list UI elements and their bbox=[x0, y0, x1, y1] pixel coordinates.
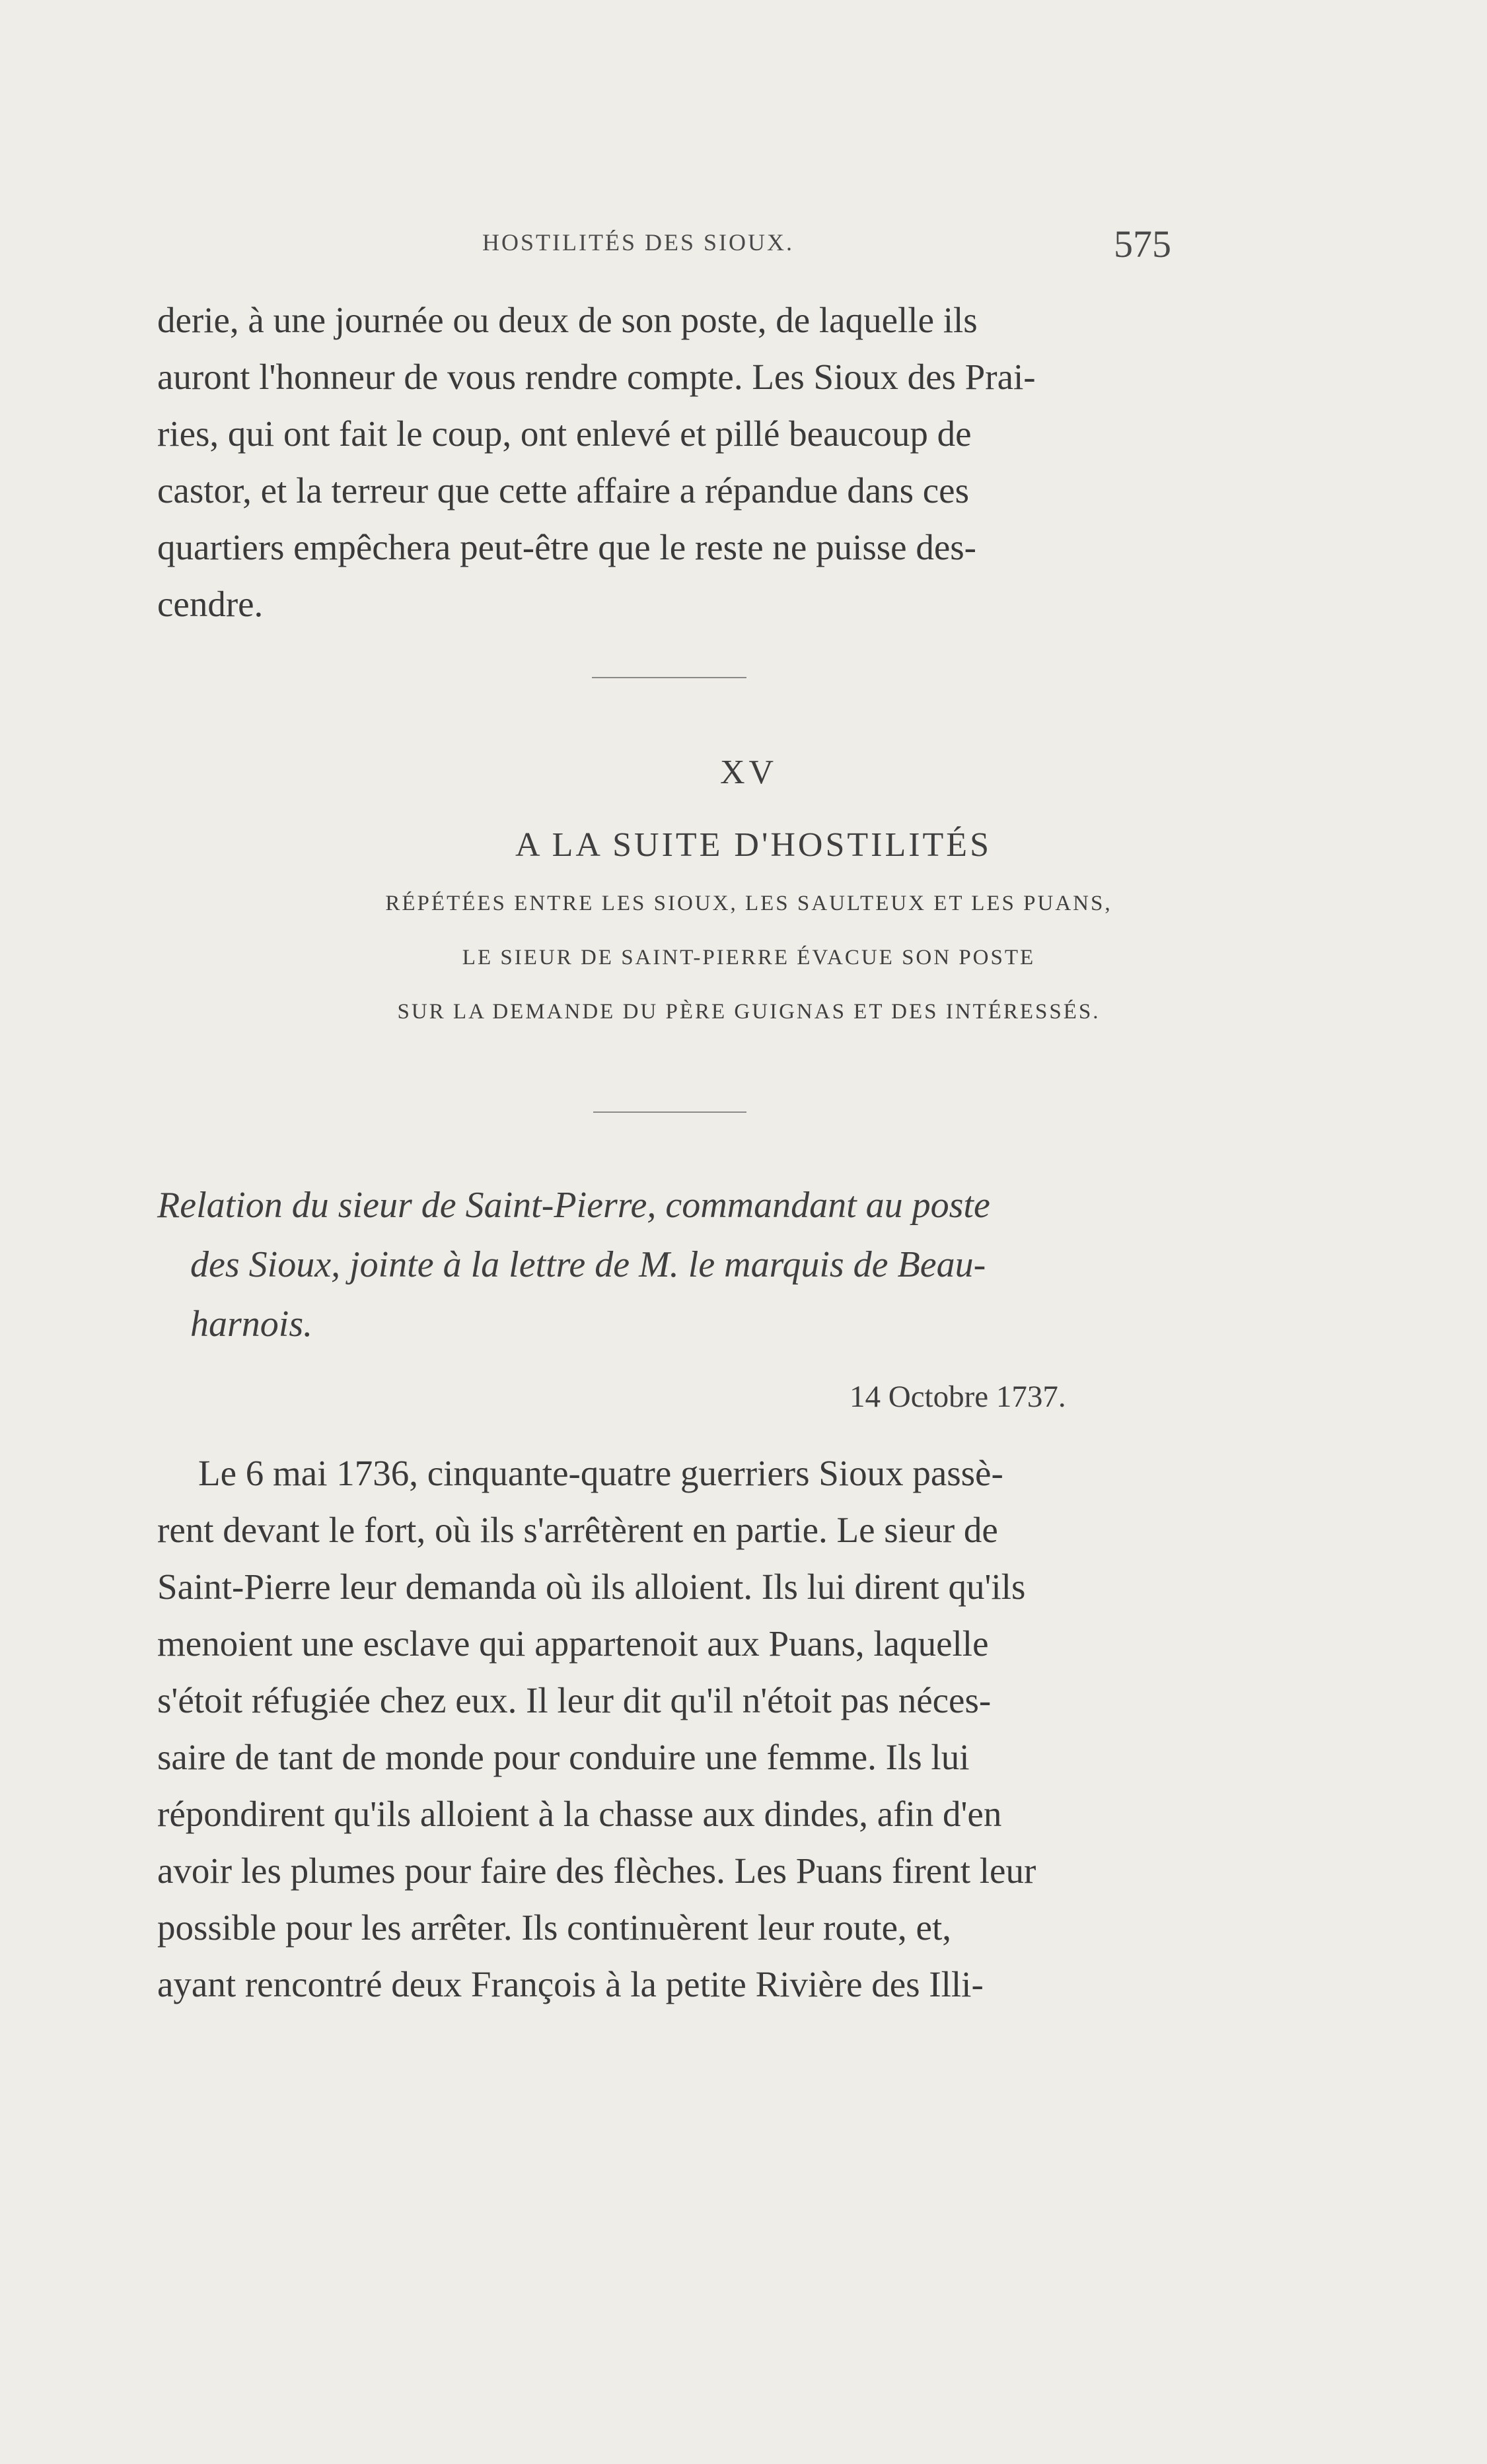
text-line: castor, et la terreur que cette affaire a répandue dans ces bbox=[157, 470, 969, 510]
text-line: rent devant le fort, où ils s'arrêtèrent en partie. Le sieur de bbox=[157, 1510, 998, 1550]
text-line: ayant rencontré deux François à la petite Rivière des Illi- bbox=[157, 1964, 984, 2004]
section-subtitle-line: SUR LA DEMANDE DU PÈRE GUIGNAS ET DES INTÉRESSÉS. bbox=[397, 1000, 1101, 1024]
relation-heading bbox=[157, 1176, 1188, 1354]
section-divider-top bbox=[592, 677, 746, 678]
text-line: cendre. bbox=[157, 584, 264, 624]
document-date: 14 Octobre 1737. bbox=[850, 1380, 1066, 1414]
text-line: avoir les plumes pour faire des flèches. Les Puans firent leur bbox=[157, 1850, 1036, 1891]
text-line: Le 6 mai 1736, cinquante-quatre guerriers Sioux passè- bbox=[198, 1453, 1003, 1493]
running-title: HOSTILITÉS DES SIOUX. bbox=[482, 229, 794, 256]
section-divider-bottom bbox=[593, 1111, 746, 1113]
relation-line: des Sioux, jointe à la lettre de M. le marquis de Beau- bbox=[190, 1244, 986, 1285]
text-line: saire de tant de monde pour conduire une femme. Ils lui bbox=[157, 1737, 970, 1777]
top-paragraph bbox=[157, 292, 1180, 633]
text-line: auront l'honneur de vous rendre compte. Les Sioux des Prai- bbox=[157, 357, 1036, 397]
text-line: s'étoit réfugiée chez eux. Il leur dit qu'il n'étoit pas néces- bbox=[157, 1680, 992, 1720]
section-title: A LA SUITE D'HOSTILITÉS bbox=[515, 826, 992, 864]
text-line: possible pour les arrêter. Ils continuèrent leur route, et, bbox=[157, 1907, 951, 1948]
text-line: ries, qui ont fait le coup, ont enlevé et pillé beaucoup de bbox=[157, 413, 972, 454]
section-number: XV bbox=[719, 754, 778, 791]
text-line: derie, à une journée ou deux de son poste, de laquelle ils bbox=[157, 300, 978, 340]
text-line: Saint-Pierre leur demanda où ils alloient. Ils lui dirent qu'ils bbox=[157, 1566, 1026, 1607]
page-number: 575 bbox=[1114, 223, 1171, 265]
relation-line: Relation du sieur de Saint-Pierre, commandant au poste bbox=[157, 1185, 990, 1226]
relation-line: harnois. bbox=[190, 1304, 313, 1345]
main-paragraph bbox=[157, 1445, 1180, 2013]
text-line: quartiers empêchera peut-être que le reste ne puisse des- bbox=[157, 527, 976, 567]
section-subtitle-line: LE SIEUR DE SAINT-PIERRE ÉVACUE SON POSTE bbox=[462, 946, 1036, 969]
section-subtitle-line: RÉPÉTÉES ENTRE LES SIOUX, LES SAULTEUX ET LES PUANS, bbox=[385, 892, 1112, 915]
text-line: répondirent qu'ils alloient à la chasse aux dindes, afin d'en bbox=[157, 1794, 1002, 1834]
text-line: menoient une esclave qui appartenoit aux Puans, laquelle bbox=[157, 1623, 989, 1664]
